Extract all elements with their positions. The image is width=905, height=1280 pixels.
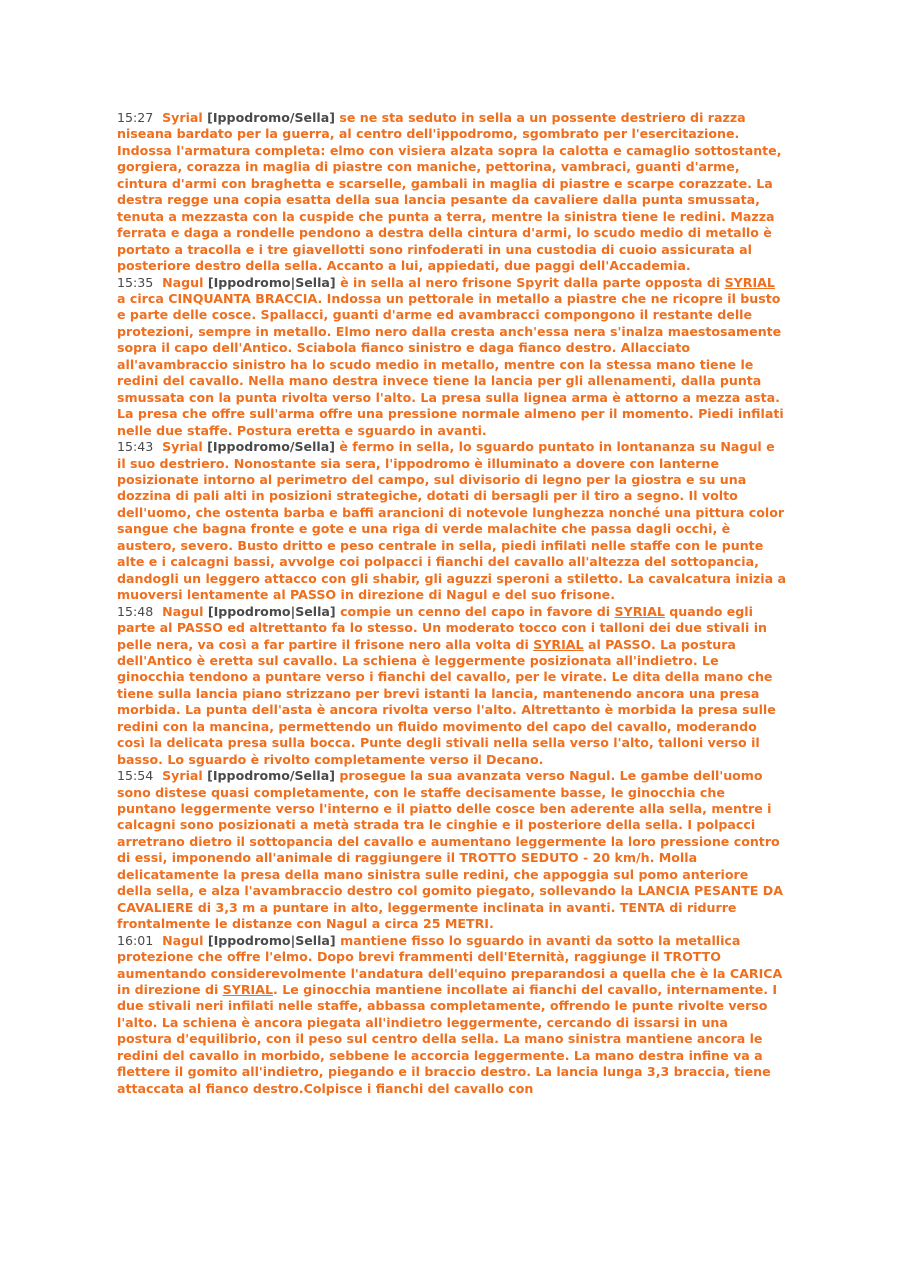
entry-location: [Ippodromo|Sella] xyxy=(207,932,336,948)
log-entry xyxy=(117,275,787,440)
entry-location: [Ippodromo|Sella] xyxy=(207,274,336,290)
entry-character-name: Nagul xyxy=(162,274,204,290)
entry-text: è fermo in sella, lo sguardo puntato in lontananza su Nagul e il suo destriero. Nonostante sia sera, l'ippodromo è illuminato a dovere con lanterne posizionate intorno al perimetro del campo, sul divisorio di legno per la giostra e su una dozzina di pali alti in posizioni strategiche, dotati di bersagli per il tiro a segno. Il volto dell'uomo, che ostenta barba e baffi arancioni di notevole lunghezza nonché una pittura color sangue che bagna fronte e gote e una riga di verde malachite che passa dagli occhi, è austero, severo. Busto dritto e peso centrale in sella, piedi infilati nelle staffe con le punte alte e i calcagni bassi, avvolge coi polpacci i fianchi del cavallo all'altezza del sottopancia, dandogli un leggero attacco con gli shabir, gli aguzzi speroni a stiletto. La cavalcatura inizia a muoversi lentamente al PASSO in direzione di Nagul e del suo frisone. xyxy=(117,439,786,603)
entry-location: [Ippodromo/Sella] xyxy=(207,768,335,784)
log-entry xyxy=(117,768,787,933)
entry-character-name: Syrial xyxy=(162,768,203,784)
log-entry xyxy=(117,110,787,275)
entry-text: a circa CINQUANTA BRACCIA. Indossa un pettorale in metallo a piastre che ne ricopre il busto e parte delle cosce. Spallacci, guanti d'arme ed avambracci compongono il restante delle protezioni, sempre in metallo. Elmo nero dalla cresta anch'essa nera s'inalza maestosamente sopra il capo dell'Antico. Sciabola fianco sinistro e daga fianco destro. Allacciato all'avambraccio sinistro ha lo scudo medio in metallo, mentre con la stessa mano tiene le redini del cavallo. Nella mano destra invece tiene la lancia per gli allenamenti, dalla punta smussata con la punta rivolta verso l'alto. La presa sulla lignea arma è attorno a mezza asta. La presa che offre sull'arma offre una pressione normale almeno per il momento. Piedi infilati nelle due staffe. Postura eretta e sguardo in avanti. xyxy=(117,290,784,438)
log-entry xyxy=(117,439,787,604)
entry-character-name: Syrial xyxy=(162,110,203,125)
character-mention: SYRIAL xyxy=(533,636,584,652)
entry-location: [Ippodromo/Sella] xyxy=(207,110,335,125)
entry-location: [Ippodromo|Sella] xyxy=(207,603,336,619)
character-mention: SYRIAL xyxy=(614,603,665,619)
entry-time: 15:35 xyxy=(117,274,154,290)
entry-character-name: Nagul xyxy=(162,603,204,619)
log-entry xyxy=(117,604,787,769)
character-mention: SYRIAL xyxy=(222,982,274,998)
entry-character-name: Nagul xyxy=(162,932,204,948)
entry-time: 16:01 xyxy=(117,932,154,948)
entry-text: se ne sta seduto in sella a un possente destriero di razza niseana bardato per la guerra, al centro dell'ippodromo, sgombrato per l'esercitazione. Indossa l'armatura completa: elmo con visiera alzata sopra la calotta e camaglio sottostante, gorgiera, corazza in maglia di piastre con maniche, pettorina, vambraci, guanti d'arme, cintura d'armi con braghetta e scarselle, gambali in maglia di piastre e scarpe corazzate. La destra regge una copia esatta della sua lancia pesante da cavaliere dalla punta smussata, tenuta a mezzasta con la cuspide che punta a terra, mentre la sinistra tiene le redini. Mazza ferrata e daga a rondelle pendono a destra della cintura d'armi, lo scudo medio di metallo è portato a tracolla e i tre giavellotti sono rinfoderati in una custodia di cuoio assicurata al posteriore destro della sella. Accanto a lui, appiedati, due paggi dell'Accademia. xyxy=(117,110,782,274)
entry-text: al PASSO. La postura dell'Antico è eretta sul cavallo. La schiena è leggermente posizionata all'indietro. Le ginocchia tendono a puntare verso i fianchi del cavallo, per le virate. Le dita della mano che tiene sulla lancia piano strizzano per brevi istanti la lancia, mantenendo ancora una presa morbida. La punta dell'asta è ancora rivolta verso l'alto. Altrettanto è morbida la presa sulle redini con la mancina, permettendo un fluido movimento del capo del cavallo, moderando così la delicata presa sulla bocca. Punte degli stivali nella sella verso l'alto, talloni verso il basso. Lo sguardo è rivolto completamente verso il Decano. xyxy=(117,636,776,767)
entry-text: è in sella al nero frisone Spyrit dalla parte opposta di xyxy=(335,274,725,290)
entry-text: quando egli parte al PASSO ed altrettanto fa lo stesso. Un moderato tocco con i talloni dei due stivali in pelle nera, va così a far partire il frisone nero alla volta di xyxy=(117,603,767,652)
character-mention: SYRIAL xyxy=(724,274,775,290)
entry-text: compie un cenno del capo in favore di xyxy=(335,603,615,619)
entry-time: 15:48 xyxy=(117,603,154,619)
chat-log xyxy=(117,110,787,1097)
entry-text: mantiene fisso lo sguardo in avanti da sotto la metallica protezione che offre l'elmo. Dopo brevi frammenti dell'Eternità, raggiunge il TROTTO aumentando considerevolmente l'andatura dell'equino preparandosi a quella che è la CARICA in direzione di xyxy=(117,932,783,998)
entry-time: 15:54 xyxy=(117,768,154,784)
entry-character-name: Syrial xyxy=(162,439,203,455)
log-entry xyxy=(117,933,787,1098)
entry-time: 15:27 xyxy=(117,110,154,125)
entry-text: prosegue la sua avanzata verso Nagul. Le gambe dell'uomo sono distese quasi completamente, con le staffe decisamente basse, le ginocchia che puntano leggermente verso l'interno e il piatto delle cosce ben aderente alla sella, mentre i calcagni sono posizionati a metà strada tra le cinghie e il posteriore della sella. I polpacci arretrano dietro il sottopancia del cavallo e aumentano leggermente la loro pressione contro di essi, imponendo all'animale di raggiungere il TROTTO SEDUTO - 20 km/h. Molla delicatamente la presa della mano sinistra sulle redini, che appoggia sul pomo anteriore della sella, e alza l'avambraccio destro col gomito piegato, sollevando la LANCIA PESANTE DA CAVALIERE di 3,3 m a puntare in alto, leggermente inclinata in avanti. TENTA di ridurre frontalmente le distanze con Nagul a circa 25 METRI. xyxy=(117,768,783,932)
entry-text: . Le ginocchia mantiene incollate ai fianchi del cavallo, internamente. I due stivali neri infilati nelle staffe, abbassa completamente, offrendo le punte rivolte verso l'alto. La schiena è ancora piegata all'indietro leggermente, cercando di issarsi in una postura d'equilibrio, con il peso sul centro della sella. La mano sinistra mantiene ancora le redini del cavallo in morbido, sebbene le accorcia leggermente. La mano destra infine va a flettere il gomito all'indietro, piegando e il braccio destro. La lancia lunga 3,3 braccia, tiene attaccata al fianco destro.Colpisce i fianchi del cavallo con xyxy=(117,982,778,1096)
entry-location: [Ippodromo/Sella] xyxy=(207,439,335,455)
entry-time: 15:43 xyxy=(117,439,154,455)
